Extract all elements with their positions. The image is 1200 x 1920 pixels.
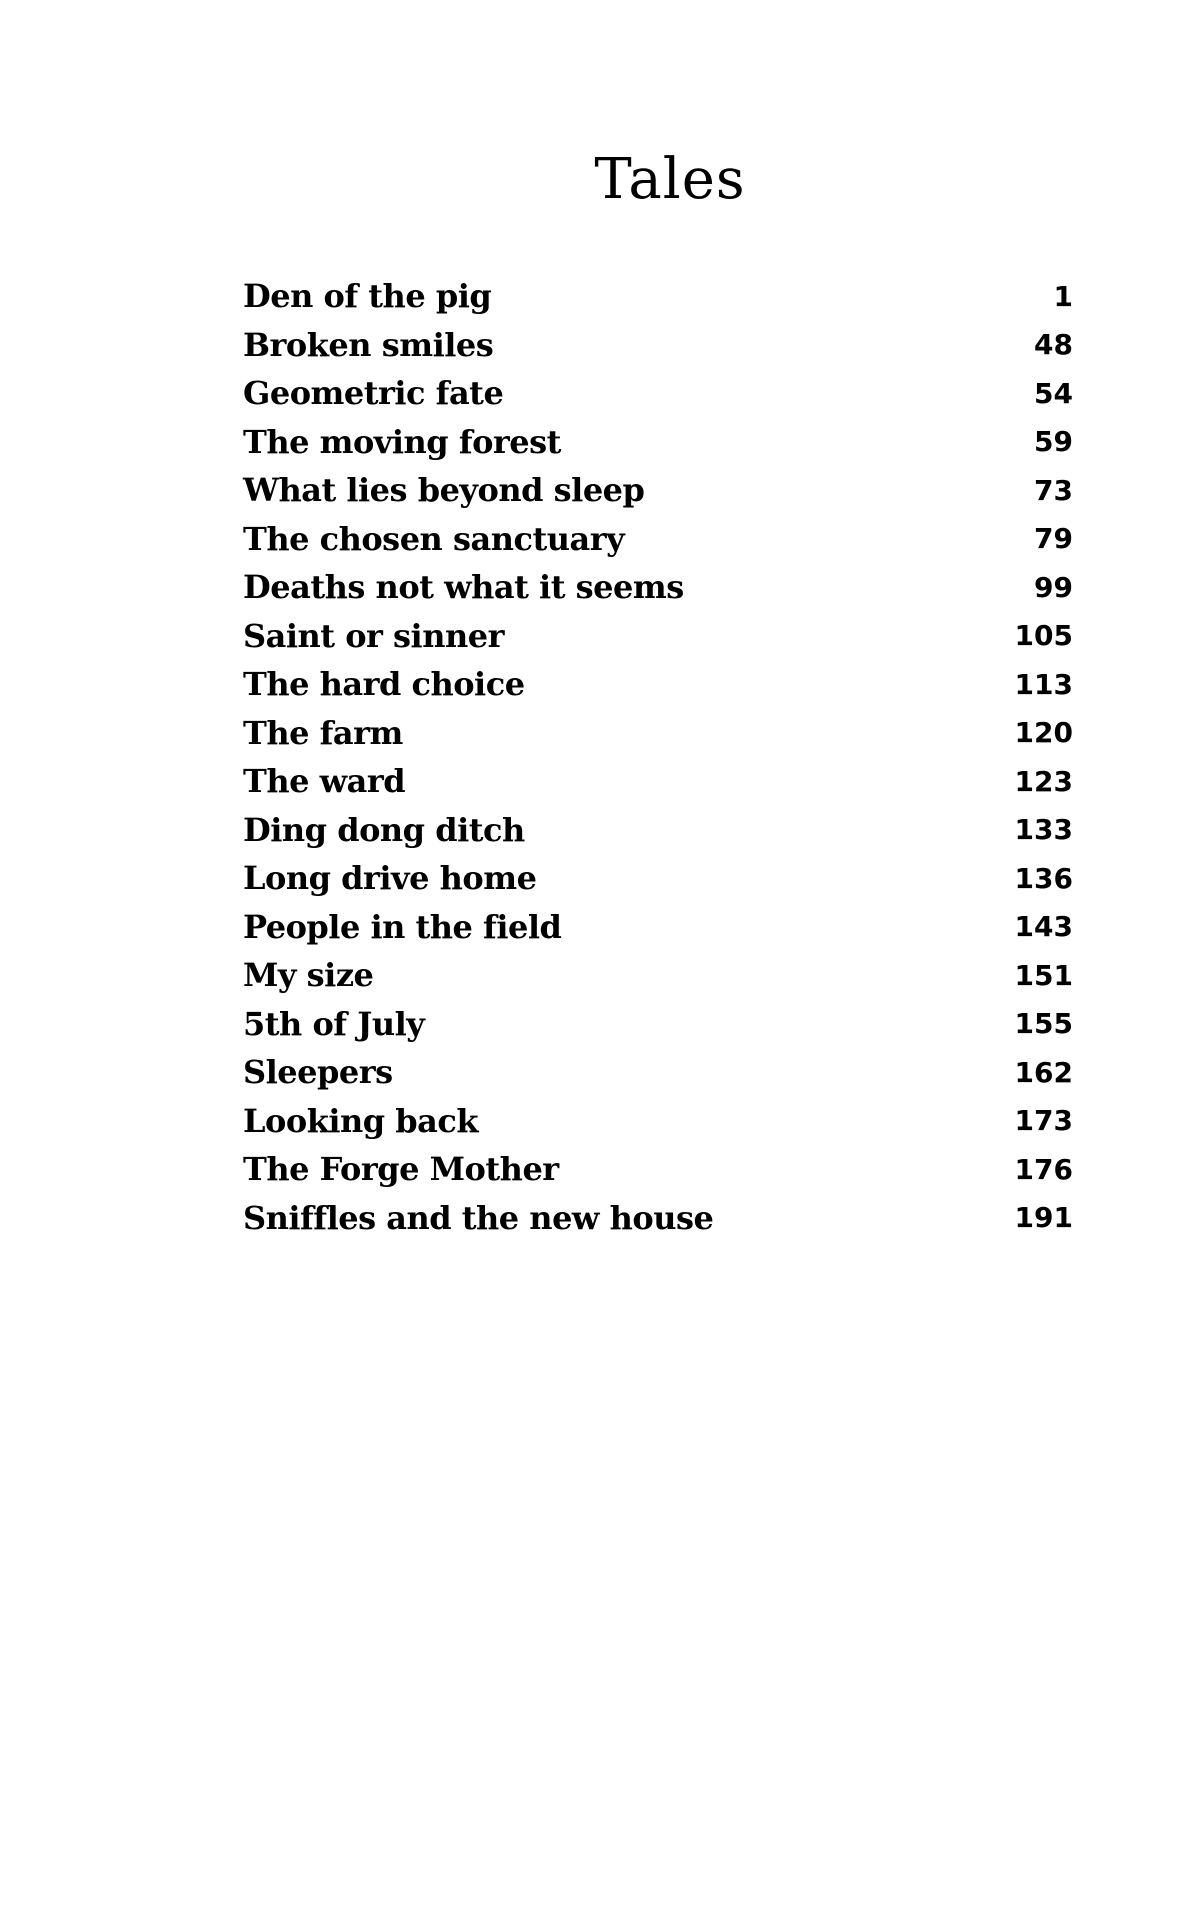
toc-entry-title: Deaths not what it seems [243,568,684,607]
toc-entry-title: The ward [243,762,406,801]
toc-entry-page: 120 [1014,716,1073,750]
toc-entry-page: 136 [1014,861,1073,895]
toc-entry-title: Long drive home [243,859,537,898]
toc-entry-page: 151 [1014,958,1073,992]
toc-entry-title: Looking back [243,1101,479,1140]
toc-entry-page: 191 [1014,1201,1073,1235]
toc-entry[interactable] [243,612,1073,661]
toc-entry-page: 48 [1034,328,1073,362]
toc-entry[interactable] [243,272,1073,321]
toc-entry[interactable] [243,709,1073,758]
toc-entry[interactable] [243,1194,1073,1243]
page-title: Tales [594,147,746,212]
toc-entry-title: Sniffles and the new house [243,1198,714,1237]
toc-entry[interactable] [243,1145,1073,1194]
toc-entry-title: The chosen sanctuary [243,519,625,558]
toc-entry-title: The hard choice [243,665,525,704]
toc-entry-title: The farm [243,713,403,752]
toc-entry[interactable] [243,563,1073,612]
toc-entry[interactable] [243,903,1073,952]
toc-entry-page: 123 [1014,764,1073,798]
toc-entry[interactable] [243,757,1073,806]
toc-entry-title: Broken smiles [243,325,494,364]
toc-entry-page: 99 [1034,570,1073,604]
toc-entry-title: What lies beyond sleep [243,471,645,510]
toc-entry[interactable] [243,806,1073,855]
toc-entry-page: 143 [1014,910,1073,944]
toc-entry-page: 176 [1014,1152,1073,1186]
toc-entry[interactable] [243,951,1073,1000]
toc-entry[interactable] [243,1097,1073,1146]
toc-entry[interactable] [243,418,1073,467]
toc-entry-title: The Forge Mother [243,1150,559,1189]
toc-entry[interactable] [243,466,1073,515]
toc-entry-title: My size [243,956,374,995]
toc-entry[interactable] [243,1000,1073,1049]
toc-entry-page: 73 [1034,473,1073,507]
toc-entry-title: People in the field [243,907,562,946]
toc-entry-page: 1 [1053,279,1073,313]
toc-entry-page: 113 [1014,667,1073,701]
toc-entry-title: Sleepers [243,1053,393,1092]
toc-entry[interactable] [243,660,1073,709]
toc-entry-title: Geometric fate [243,374,504,413]
toc-entry[interactable] [243,854,1073,903]
toc-entry-page: 162 [1014,1055,1073,1089]
toc-entry[interactable] [243,515,1073,564]
toc-entry-title: 5th of July [243,1004,425,1043]
toc-entry-page: 79 [1034,522,1073,556]
toc-entry[interactable] [243,369,1073,418]
toc-entry-page: 54 [1034,376,1073,410]
toc-entry-page: 105 [1014,619,1073,653]
toc-entry-page: 173 [1014,1104,1073,1138]
toc-entry-page: 59 [1034,425,1073,459]
toc-entry-title: Ding dong ditch [243,810,525,849]
toc-entry-page: 155 [1014,1007,1073,1041]
toc-entry[interactable] [243,1048,1073,1097]
toc-entry[interactable] [243,321,1073,370]
table-of-contents [243,272,1073,1242]
toc-entry-title: The moving forest [243,422,561,461]
toc-entry-title: Saint or sinner [243,616,504,655]
toc-entry-title: Den of the pig [243,277,492,316]
toc-entry-page: 133 [1014,813,1073,847]
